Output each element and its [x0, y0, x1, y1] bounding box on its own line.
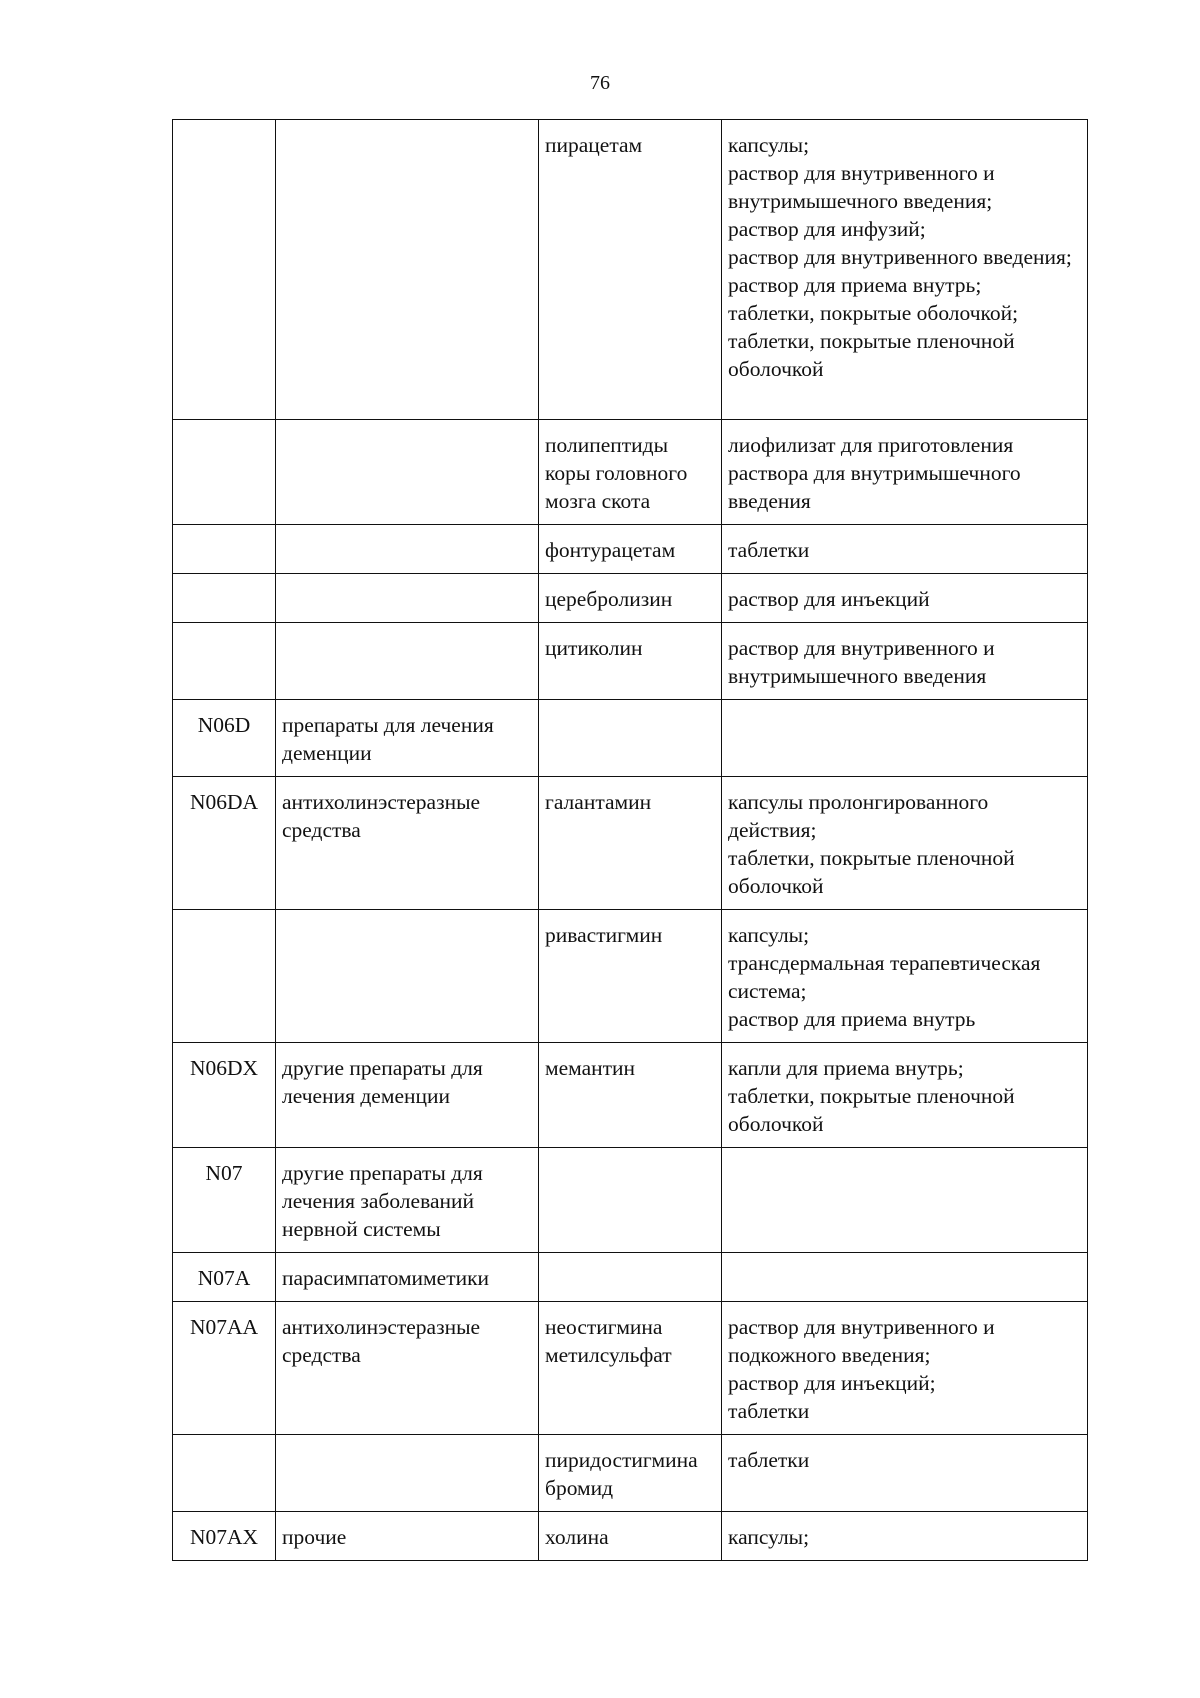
table-row [173, 1435, 1088, 1512]
atc-code-cell: N07A [173, 1253, 276, 1302]
group-name-cell: антихолинэстеразные средства [276, 777, 539, 910]
drug-table [172, 119, 1088, 1561]
dosage-forms-cell: таблетки [722, 525, 1088, 574]
group-name-cell [276, 1435, 539, 1512]
table-row [173, 1512, 1088, 1561]
drug-name-cell: неостигмина метилсульфат [539, 1302, 722, 1435]
group-name-cell [276, 574, 539, 623]
table-row [173, 1302, 1088, 1435]
table-row [173, 120, 1088, 420]
atc-code-cell: N06D [173, 700, 276, 777]
drug-name-cell: пиридостигмина бромид [539, 1435, 722, 1512]
dosage-forms-cell: раствор для внутривенного и подкожного введения; раствор для инъекций; таблетки [722, 1302, 1088, 1435]
atc-code-cell [173, 120, 276, 420]
table-row [173, 700, 1088, 777]
drug-name-cell: церебролизин [539, 574, 722, 623]
group-name-cell: антихолинэстеразные средства [276, 1302, 539, 1435]
dosage-forms-cell [722, 1253, 1088, 1302]
drug-name-cell: цитиколин [539, 623, 722, 700]
group-name-cell [276, 525, 539, 574]
table-row [173, 525, 1088, 574]
dosage-forms-cell [722, 700, 1088, 777]
dosage-forms-cell: таблетки [722, 1435, 1088, 1512]
atc-code-cell: N07AA [173, 1302, 276, 1435]
drug-name-cell [539, 1253, 722, 1302]
drug-name-cell [539, 1148, 722, 1253]
group-name-cell [276, 420, 539, 525]
table-row [173, 574, 1088, 623]
dosage-forms-cell: капсулы; [722, 1512, 1088, 1561]
drug-name-cell: фонтурацетам [539, 525, 722, 574]
atc-code-cell [173, 525, 276, 574]
table-row [173, 1253, 1088, 1302]
table-row [173, 420, 1088, 525]
group-name-cell: другие препараты для лечения заболеваний нервной системы [276, 1148, 539, 1253]
dosage-forms-cell: раствор для внутривенного и внутримышечного введения [722, 623, 1088, 700]
atc-code-cell [173, 910, 276, 1043]
drug-name-cell: холина [539, 1512, 722, 1561]
dosage-forms-cell [722, 1148, 1088, 1253]
group-name-cell: парасимпатомиметики [276, 1253, 539, 1302]
table-row [173, 777, 1088, 910]
dosage-forms-cell: капсулы пролонгированного действия; таблетки, покрытые пленочной оболочкой [722, 777, 1088, 910]
dosage-forms-cell: раствор для инъекций [722, 574, 1088, 623]
drug-name-cell: ривастигмин [539, 910, 722, 1043]
dosage-forms-cell: капсулы; трансдермальная терапевтическая система; раствор для приема внутрь [722, 910, 1088, 1043]
table-row [173, 1148, 1088, 1253]
group-name-cell: препараты для лечения деменции [276, 700, 539, 777]
group-name-cell: прочие [276, 1512, 539, 1561]
group-name-cell [276, 623, 539, 700]
group-name-cell [276, 910, 539, 1043]
table-row [173, 910, 1088, 1043]
dosage-forms-cell: лиофилизат для приготовления раствора для внутримышечного введения [722, 420, 1088, 525]
atc-code-cell [173, 574, 276, 623]
drug-name-cell: пирацетам [539, 120, 722, 420]
group-name-cell [276, 120, 539, 420]
atc-code-cell: N07 [173, 1148, 276, 1253]
page-number: 76 [590, 72, 610, 94]
dosage-forms-cell: капли для приема внутрь; таблетки, покрытые пленочной оболочкой [722, 1043, 1088, 1148]
group-name-cell: другие препараты для лечения деменции [276, 1043, 539, 1148]
table-row [173, 1043, 1088, 1148]
atc-code-cell [173, 623, 276, 700]
atc-code-cell: N06DA [173, 777, 276, 910]
drug-name-cell: галантамин [539, 777, 722, 910]
atc-code-cell: N07AX [173, 1512, 276, 1561]
atc-code-cell [173, 1435, 276, 1512]
drug-name-cell: полипептиды коры головного мозга скота [539, 420, 722, 525]
dosage-forms-cell: капсулы; раствор для внутривенного и внутримышечного введения; раствор для инфузий; раствор для внутривенного введения; раствор для приема внутрь; таблетки, покрытые оболочкой; таблетки, покрытые пленочной оболочкой [722, 120, 1088, 420]
table-row [173, 623, 1088, 700]
atc-code-cell: N06DX [173, 1043, 276, 1148]
atc-code-cell [173, 420, 276, 525]
drug-name-cell: мемантин [539, 1043, 722, 1148]
drug-name-cell [539, 700, 722, 777]
